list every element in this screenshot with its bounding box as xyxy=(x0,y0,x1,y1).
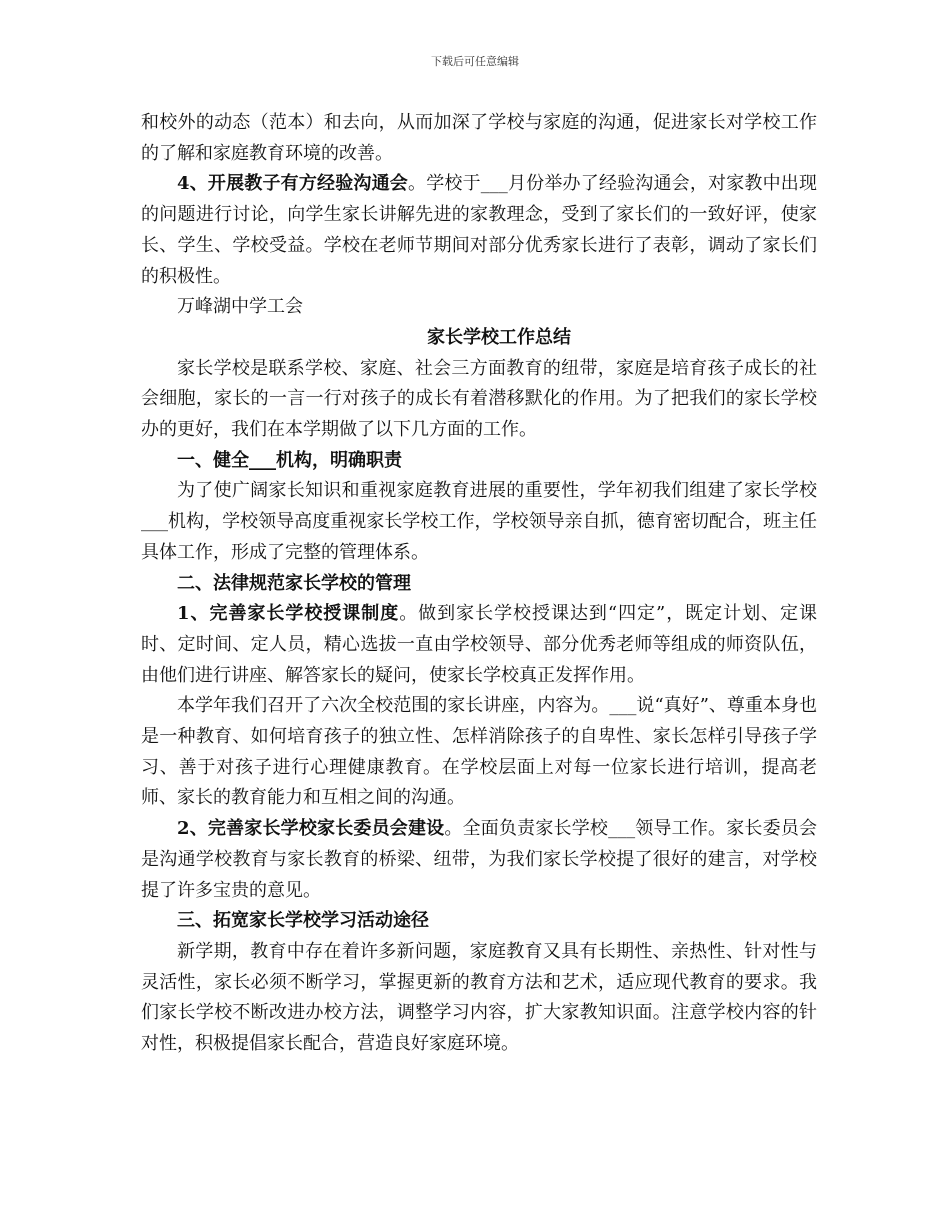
paragraph-intro: 家长学校是联系学校、家庭、社会三方面教育的纽带，家庭是培育孩子成长的社会细胞，家长的一言一行对孩子的成长有着潜移默化的作用。为了把我们的家长学校办的更好，我们在本学期做了以下几方面的工作。 xyxy=(141,357,817,441)
page-header: 下载后可任意编辑 xyxy=(431,55,519,68)
paragraph-section-2-item-1 xyxy=(141,599,817,691)
paragraph-section-2-lectures: 本学年我们召开了六次全校范围的家长讲座，内容为。___说“真好”、尊重本身也是一种教育、如何培育孩子的独立性、怎样消除孩子的自卑性、家长怎样引导孩子学习、善于对孩子进行心理健康教育。在学校层面上对每一位家长进行培训，提高老师、家长的教育能力和互相之间的沟通。 xyxy=(141,695,817,809)
document-body xyxy=(141,108,817,1060)
item-2-text: 。全面负责家长学校___领导工作。家长委员会是沟通学校教育与家长教育的桥梁、纽带，为我们家长学校提了很好的建言，对学校提了许多宝贵的意见。 xyxy=(141,818,818,901)
section-heading-3: 三、拓宽家长学校学习活动途径 xyxy=(177,910,429,932)
section-heading-2: 二、法律规范家长学校的管理 xyxy=(177,572,411,594)
paragraph-section-1: 为了使广阔家长知识和重视家庭教育进展的重要性，学年初我们组建了家长学校___机构，学校领导高度重视家长学校工作，学校领导亲自抓，德育密切配合，班主任具体工作，形成了完整的管理体系。 xyxy=(141,480,817,563)
signature: 万峰湖中学工会 xyxy=(177,296,303,318)
item-2-lead: 2、完善家长学校家长委员会建设 xyxy=(177,818,445,840)
item-1-lead: 1、完善家长学校授课制度 xyxy=(177,603,400,625)
document-title: 家长学校工作总结 xyxy=(427,326,571,348)
item-4-lead: 4、开展教子有方经验沟通会 xyxy=(177,173,408,195)
paragraph-section-2-item-2 xyxy=(141,814,817,906)
paragraph-item-4 xyxy=(141,169,817,292)
section-heading-1: 一、健全___机构，明确职责 xyxy=(177,449,402,471)
paragraph-continuation: 和校外的动态（范本）和去向，从而加深了学校与家庭的沟通，促进家长对学校工作的了解和家庭教育环境的改善。 xyxy=(141,112,817,164)
paragraph-section-3: 新学期，教育中存在着许多新问题，家庭教育又具有长期性、亲热性、针对性与灵活性，家长必须不断学习，掌握更新的教育方法和艺术，适应现代教育的要求。我们家长学校不断改进办校方法，调整学习内容，扩大家教知识面。注意学校内容的针对性，积极提倡家长配合，营造良好家庭环境。 xyxy=(141,940,817,1055)
item-4-text: 。学校于___月份举办了经验沟通会，对家教中出现的问题进行讨论，向学生家长讲解先进的家教理念，受到了家长们的一致好评，使家长、学生、学校受益。学校在老师节期间对部分优秀家长进行了表彰，调动了家长们的积极性。 xyxy=(141,173,817,287)
item-1-text: 。做到家长学校授课达到“四定”，既定计划、定课时、定时间、定人员，精心选拔一直由学校领导、部分优秀老师等组成的师资队伍，由他们进行讲座、解答家长的疑问，使家长学校真正发挥作用。 xyxy=(141,603,817,686)
